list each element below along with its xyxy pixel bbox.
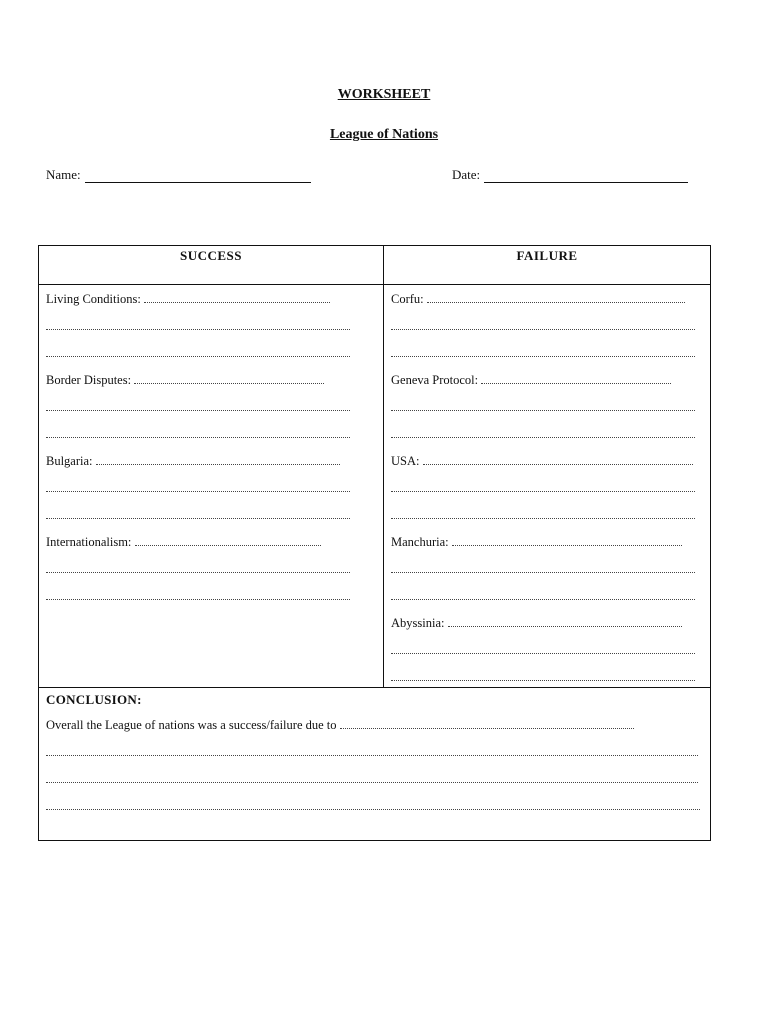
answer-line[interactable] xyxy=(340,728,634,729)
failure-entry xyxy=(391,610,707,691)
failure-entry xyxy=(391,367,707,448)
answer-line[interactable] xyxy=(452,545,682,546)
answer-line[interactable] xyxy=(391,599,695,600)
answer-line[interactable] xyxy=(481,383,671,384)
failure-column xyxy=(391,286,707,691)
answer-line[interactable] xyxy=(46,572,350,573)
conclusion-heading: CONCLUSION: xyxy=(46,692,142,707)
failure-entry-label: Geneva Protocol: xyxy=(391,373,479,387)
answer-line[interactable] xyxy=(46,782,698,783)
answer-line[interactable] xyxy=(134,383,324,384)
success-entry-label: Bulgaria: xyxy=(46,454,93,468)
answer-line[interactable] xyxy=(391,437,695,438)
answer-line[interactable] xyxy=(46,437,350,438)
success-entry xyxy=(46,529,376,610)
success-entry-label: Border Disputes: xyxy=(46,373,132,387)
success-entry-label: Living Conditions: xyxy=(46,292,141,306)
answer-line[interactable] xyxy=(46,410,350,411)
answer-line[interactable] xyxy=(46,518,350,519)
name-blank-line[interactable] xyxy=(85,170,311,183)
answer-line[interactable] xyxy=(46,809,700,810)
worksheet-title: WORKSHEET xyxy=(337,87,431,102)
name-field[interactable] xyxy=(46,167,311,183)
answer-line[interactable] xyxy=(423,464,693,465)
success-failure-table xyxy=(38,245,711,841)
conclusion-section xyxy=(46,690,704,820)
date-field[interactable] xyxy=(452,167,688,183)
success-entry xyxy=(46,367,376,448)
column-divider xyxy=(383,246,384,687)
failure-entry-label: USA: xyxy=(391,454,420,468)
answer-line[interactable] xyxy=(144,302,330,303)
answer-line[interactable] xyxy=(448,626,682,627)
answer-line[interactable] xyxy=(391,329,695,330)
failure-entry xyxy=(391,529,707,610)
failure-heading: FAILURE xyxy=(516,248,578,263)
answer-line[interactable] xyxy=(46,491,350,492)
failure-entry xyxy=(391,286,707,367)
answer-line[interactable] xyxy=(135,545,321,546)
success-column xyxy=(46,286,376,610)
header-divider xyxy=(39,284,710,285)
failure-entry xyxy=(391,448,707,529)
failure-entry-label: Manchuria: xyxy=(391,535,449,549)
answer-line[interactable] xyxy=(46,356,350,357)
answer-line[interactable] xyxy=(391,491,695,492)
answer-line[interactable] xyxy=(391,572,695,573)
success-entry-label: Internationalism: xyxy=(46,535,132,549)
success-heading: SUCCESS xyxy=(179,248,243,263)
answer-line[interactable] xyxy=(391,356,695,357)
worksheet-subtitle: League of Nations xyxy=(329,127,439,142)
name-label: Name: xyxy=(46,167,81,182)
answer-line[interactable] xyxy=(391,518,695,519)
success-entry xyxy=(46,448,376,529)
failure-entry-label: Corfu: xyxy=(391,292,424,306)
success-entry xyxy=(46,286,376,367)
date-blank-line[interactable] xyxy=(484,170,688,183)
answer-line[interactable] xyxy=(46,599,350,600)
answer-line[interactable] xyxy=(427,302,685,303)
answer-line[interactable] xyxy=(391,653,695,654)
answer-line[interactable] xyxy=(46,755,698,756)
answer-line[interactable] xyxy=(46,329,350,330)
conclusion-prompt: Overall the League of nations was a success/failure due to xyxy=(46,718,337,732)
failure-entry-label: Abyssinia: xyxy=(391,616,445,630)
answer-line[interactable] xyxy=(391,680,695,681)
date-label: Date: xyxy=(452,167,481,182)
answer-line[interactable] xyxy=(96,464,340,465)
answer-line[interactable] xyxy=(391,410,695,411)
